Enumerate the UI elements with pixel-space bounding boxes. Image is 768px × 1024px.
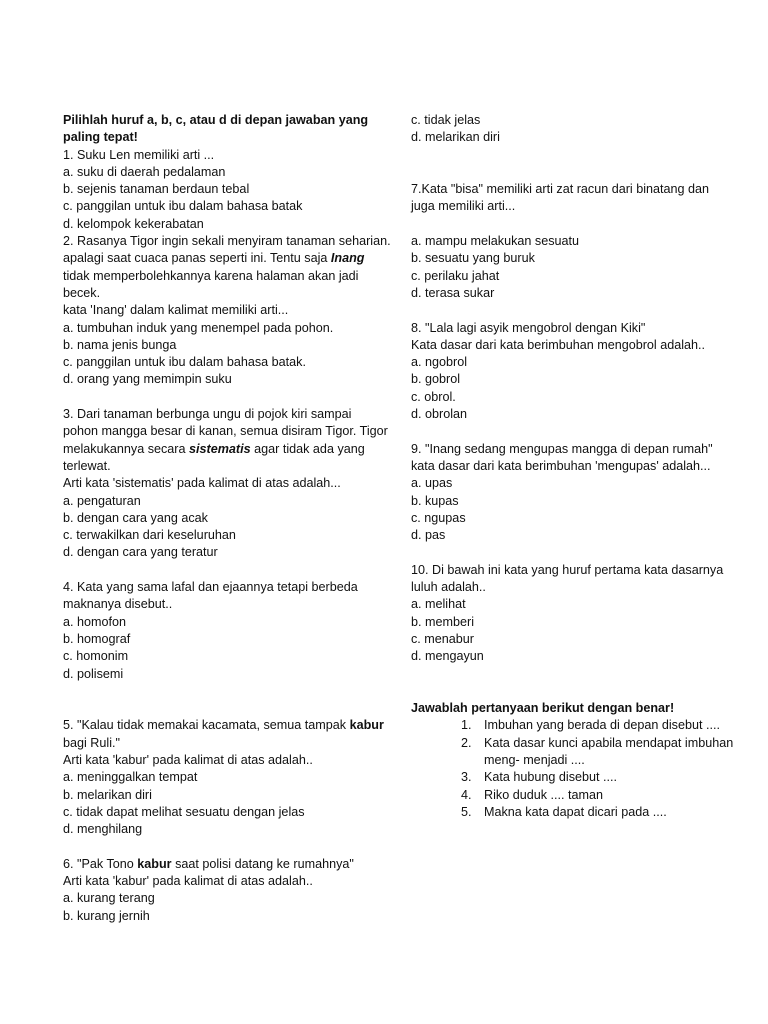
question-text: 10. Di bawah ini kata yang huruf pertama kata dasarnya [411, 562, 724, 577]
emphasized-word: kabur [137, 856, 172, 871]
option: a. mampu melakukan sesuatu [411, 234, 580, 249]
question-7 [411, 181, 756, 302]
question-6-continued [411, 112, 756, 147]
option: d. orang yang memimpin suku [63, 372, 232, 387]
question-text: terlewat. [63, 458, 111, 473]
option: a. homofon [63, 614, 127, 629]
question-prompt: kata dasar dari kata berimbuhan 'mengupas' adalah... [411, 458, 711, 473]
item-number: 1. [461, 718, 472, 733]
question-text: bagi Ruli." [63, 735, 120, 750]
emphasized-word: sistematis [189, 441, 251, 456]
option: b. sesuatu yang buruk [411, 251, 535, 266]
question-3 [63, 406, 395, 562]
question-text: tidak memperbolehkannya karena halaman akan jadi [63, 268, 359, 283]
item-text: Riko duduk .... taman [484, 787, 604, 802]
option: c. ngupas [411, 510, 466, 525]
question-prompt: kata 'Inang' dalam kalimat memiliki arti... [63, 303, 289, 318]
essay-item [411, 787, 756, 804]
right-column [411, 112, 756, 821]
item-number: 2. [461, 735, 472, 750]
option: c. tidak jelas [411, 113, 481, 127]
essay-item [411, 769, 756, 786]
question-1 [63, 147, 395, 233]
essay-item [411, 804, 756, 821]
left-column [63, 112, 395, 925]
question-6 [63, 856, 395, 925]
option: c. terwakilkan dari keseluruhan [63, 528, 236, 543]
option: a. pengaturan [63, 493, 141, 508]
option: b. kurang jernih [63, 908, 150, 923]
option: b. nama jenis bunga [63, 337, 177, 352]
option: a. suku di daerah pedalaman [63, 164, 226, 179]
essay-section [411, 700, 756, 821]
option: d. obrolan [411, 407, 468, 422]
question-text: 3. Dari tanaman berbunga ungu di pojok kiri sampai [63, 407, 352, 422]
question-prompt: Arti kata 'kabur' pada kalimat di atas adalah.. [63, 752, 313, 767]
question-text: apalagi saat cuaca panas seperti ini. Tentu saja Inang [63, 251, 365, 266]
option: c. tidak dapat melihat sesuatu dengan jelas [63, 804, 305, 819]
question-text: 4. Kata yang sama lafal dan ejaannya tetapi berbeda [63, 580, 358, 595]
question-text: becek. [63, 285, 101, 300]
option: c. panggilan untuk ibu dalam bahasa batak [63, 199, 303, 214]
option: a. meninggalkan tempat [63, 770, 198, 785]
emphasized-word: kabur [349, 718, 384, 733]
option: b. memberi [411, 614, 474, 629]
option: d. polisemi [63, 666, 124, 681]
question-text: luluh adalah.. [411, 580, 486, 595]
option: a. ngobrol [411, 355, 468, 370]
question-text: 2. Rasanya Tigor ingin sekali menyiram tanaman seharian. [63, 234, 391, 249]
option: d. pas [411, 528, 446, 543]
option: a. kurang terang [63, 891, 155, 906]
option: a. melihat [411, 597, 466, 612]
question-10 [411, 562, 756, 666]
option: b. dengan cara yang acak [63, 510, 208, 525]
question-8 [411, 320, 756, 424]
question-prompt: Arti kata 'kabur' pada kalimat di atas adalah.. [63, 874, 313, 889]
item-text: Imbuhan yang berada di depan disebut .... [484, 718, 720, 733]
option: d. kelompok kekerabatan [63, 216, 204, 231]
question-5 [63, 717, 395, 838]
option: c. perilaku jahat [411, 268, 500, 283]
question-prompt: Kata dasar dari kata berimbuhan mengobrol adalah.. [411, 337, 706, 352]
option: b. sejenis tanaman berdaun tebal [63, 182, 250, 197]
question-text: 9. "Inang sedang mengupas mangga di depan rumah" [411, 441, 713, 456]
option: d. dengan cara yang teratur [63, 545, 218, 560]
option: d. melarikan diri [411, 130, 500, 145]
item-number: 4. [461, 787, 472, 802]
question-2 [63, 233, 395, 389]
essay-item [411, 735, 756, 770]
option: b. gobrol [411, 372, 461, 387]
essay-heading: Jawablah pertanyaan berikut dengan benar! [411, 701, 675, 716]
option: a. tumbuhan induk yang menempel pada pohon. [63, 320, 334, 335]
option: d. mengayun [411, 649, 484, 664]
question-text: 8. "Lala lagi asyik mengobrol dengan Kiki" [411, 320, 646, 335]
essay-list [411, 717, 756, 821]
item-number: 5. [461, 804, 472, 819]
question-prompt: Arti kata 'sistematis' pada kalimat di atas adalah... [63, 476, 341, 491]
item-text: Makna kata dapat dicari pada .... [484, 804, 667, 819]
option: c. obrol. [411, 389, 456, 404]
question-text: 7.Kata "bisa" memiliki arti zat racun dari binatang dan [411, 182, 710, 197]
option: a. upas [411, 476, 453, 491]
question-text: maknanya disebut.. [63, 597, 173, 612]
option: b. homograf [63, 631, 131, 646]
item-text: Kata hubung disebut .... [484, 770, 618, 785]
option: c. panggilan untuk ibu dalam bahasa batak. [63, 355, 306, 370]
option: d. menghilang [63, 822, 143, 837]
option: d. terasa sukar [411, 285, 495, 300]
question-text: juga memiliki arti... [411, 199, 516, 214]
mc-instructions: Pilihlah huruf a, b, c, atau d di depan jawaban yang paling tepat! [63, 113, 369, 145]
option: b. kupas [411, 493, 459, 508]
option: c. menabur [411, 631, 474, 646]
question-4 [63, 579, 395, 683]
emphasized-word: Inang [330, 251, 365, 266]
essay-item [411, 717, 756, 734]
item-text: Kata dasar kunci apabila mendapat imbuhan meng- menjadi .... [484, 735, 734, 767]
option: c. homonim [63, 649, 129, 664]
question-9 [411, 441, 756, 545]
question-text: pohon mangga besar di kanan, semua disiram Tigor. Tigor [63, 424, 388, 439]
question-text: 6. "Pak Tono kabur saat polisi datang ke rumahnya" [63, 856, 354, 871]
item-number: 3. [461, 770, 472, 785]
question-text: melakukannya secara sistematis agar tidak ada yang [63, 441, 365, 456]
question-text: 1. Suku Len memiliki arti ... [63, 147, 215, 162]
question-text: 5. "Kalau tidak memakai kacamata, semua tampak kabur [63, 718, 384, 733]
option: b. melarikan diri [63, 787, 152, 802]
